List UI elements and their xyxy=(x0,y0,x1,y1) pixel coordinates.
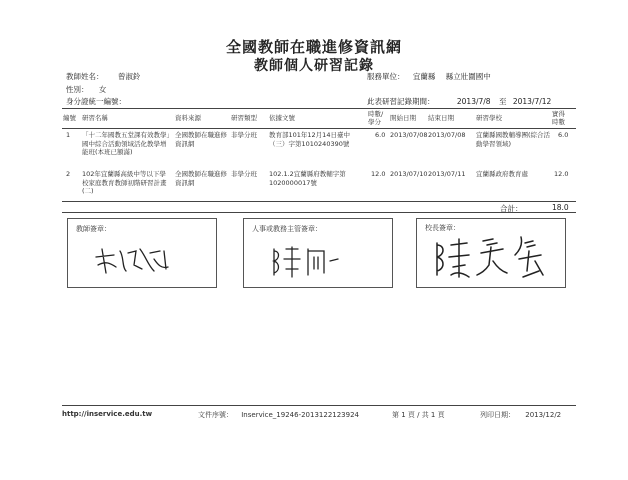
total-rule xyxy=(62,212,576,213)
row-name: 102年宜蘭縣高級中等以下學校家庭教育教師初階研習計畫(二) xyxy=(82,170,167,195)
row-school: 宜蘭縣政府教育處 xyxy=(476,170,528,178)
service-unit-label: 服務單位： xyxy=(367,72,405,81)
row-no: 1 xyxy=(66,131,71,139)
row-doc: 102.1.2宜蘭縣府教輔字第1020000017號 xyxy=(269,170,346,187)
gender-row xyxy=(66,84,106,95)
total-value: 18.0 xyxy=(552,203,569,212)
hr-signature-label: 人事或教務主管簽章： xyxy=(252,225,322,233)
table-top-rule xyxy=(62,108,576,109)
period-start: 2013/7/8 xyxy=(456,97,491,106)
teacher-signature-box xyxy=(67,218,217,288)
header-no: 編號 xyxy=(63,114,76,122)
header-name: 研習名稱 xyxy=(82,114,108,122)
print-date-label: 列印日期： xyxy=(480,411,515,419)
teacher-name-row xyxy=(66,71,140,82)
principal-signature-label: 校長簽章： xyxy=(425,224,460,232)
row-actual: 12.0 xyxy=(554,170,569,178)
row-type: 非學分班 xyxy=(231,131,257,139)
row-name: 「十二年國教五堂課有效教學」國中綜合活動領域活化教學增能班(本班已額滿) xyxy=(82,131,170,156)
period-to: 至 xyxy=(498,97,507,106)
footer-url[interactable]: http://inservice.edu.tw xyxy=(62,410,153,418)
site-title: 全國教師在職進修資訊網 xyxy=(225,38,402,56)
header-type: 研習類型 xyxy=(231,114,257,122)
print-date-value: 2013/12/2 xyxy=(525,411,562,419)
footer-rule xyxy=(62,405,576,406)
row-no: 2 xyxy=(66,170,71,178)
row-start: 2013/07/10 xyxy=(390,170,428,178)
table-header-rule xyxy=(62,128,576,129)
service-unit-school: 縣立壯圍國中 xyxy=(445,72,491,81)
teacher-name: 曾淑鈴 xyxy=(117,72,141,81)
doc-number-label: 文件序號： xyxy=(198,411,233,419)
row-source: 全國教師在職進修資訊網 xyxy=(175,131,227,148)
principal-signature xyxy=(431,231,557,283)
footer-page: 第 1 頁 / 共 1 頁 xyxy=(392,411,445,419)
header-doc: 依據文號 xyxy=(269,114,295,122)
doc-number-value: Inservice_19246-2013122123924 xyxy=(241,411,360,419)
row-actual: 6.0 xyxy=(558,131,569,139)
gender-label: 性別： xyxy=(66,85,89,94)
row-hours: 12.0 xyxy=(371,170,386,178)
gender-value: 女 xyxy=(98,85,107,94)
footer-doc-number xyxy=(198,410,359,420)
document-title: 教師個人研習記錄 xyxy=(254,58,374,74)
id-number-label: 身分證統一編號： xyxy=(66,97,126,106)
row-start: 2013/07/08 xyxy=(390,131,428,139)
header-school: 研習學校 xyxy=(476,114,502,122)
row-type: 非學分班 xyxy=(231,170,257,178)
table-bottom-rule xyxy=(62,201,576,202)
row-hours: 6.0 xyxy=(375,131,386,139)
record-period xyxy=(367,96,551,107)
hr-signature-box xyxy=(243,218,393,288)
header-actual-top: 實得 xyxy=(552,110,565,118)
teacher-name-label: 教師姓名： xyxy=(66,72,104,81)
period-end: 2013/7/12 xyxy=(512,97,552,106)
total-label: 合計： xyxy=(500,204,523,213)
row-end: 2013/07/08 xyxy=(428,131,466,139)
row-doc: 教育部101年12月14日臺中（三）字第1010240390號 xyxy=(269,131,350,148)
service-unit-county: 宜蘭縣 xyxy=(412,72,436,81)
header-actual-bottom: 時數 xyxy=(552,118,565,126)
header-start: 開始日期 xyxy=(390,114,416,122)
row-source: 全國教師在職進修資訊網 xyxy=(175,170,227,187)
teacher-signature xyxy=(88,239,188,279)
row-school: 宜蘭縣國教輔導團(綜合活動學習領域) xyxy=(476,131,551,148)
header-end: 結束日期 xyxy=(428,114,454,122)
principal-signature-box xyxy=(416,218,566,288)
footer-print-date xyxy=(480,410,561,420)
period-label: 此表研習記錄期間： xyxy=(367,97,435,106)
header-hours-bottom: 學分 xyxy=(368,118,381,126)
teacher-signature-label: 教師簽章： xyxy=(76,225,111,233)
row-end: 2013/07/11 xyxy=(428,170,466,178)
header-hours-top: 時數/ xyxy=(368,110,384,118)
header-source: 資料來源 xyxy=(175,114,201,122)
service-unit-row xyxy=(367,71,491,82)
hr-signature xyxy=(268,241,348,281)
